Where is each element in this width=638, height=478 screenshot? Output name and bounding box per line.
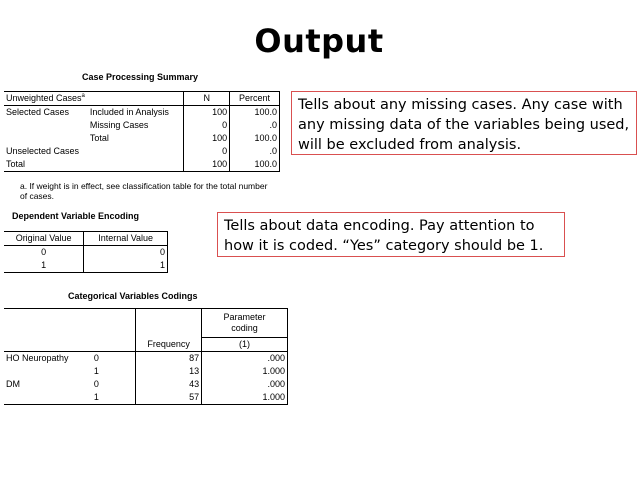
- col-param-sub-header: (1): [202, 338, 288, 352]
- variable-value: 0: [93, 379, 99, 389]
- table-footnote: a. If weight is in effect, see classification table for the total number of cases.: [20, 181, 268, 201]
- parameter-coding: 1.000: [202, 391, 288, 405]
- parameter-coding: .000: [202, 352, 288, 366]
- encoding-callout: Tells about data encoding. Pay attention to how it is coded. “Yes” category should be 1.: [217, 212, 565, 257]
- unweighted-cases-header: Unweighted Cases: [6, 93, 82, 103]
- internal-value: 0: [84, 246, 168, 260]
- table-header-row: [4, 309, 288, 338]
- row-percent: .0: [230, 145, 280, 158]
- row-n: 100: [184, 106, 230, 120]
- col-n-header: N: [184, 92, 230, 106]
- row-group: Selected Cases: [6, 107, 70, 117]
- variable-name: DM: [6, 379, 20, 389]
- row-n: 100: [184, 132, 230, 145]
- parameter-coding: .000: [202, 378, 288, 391]
- table-row: [4, 119, 280, 132]
- dep-encoding-caption: Dependent Variable Encoding: [12, 211, 140, 221]
- row-label: Missing Cases: [89, 120, 149, 130]
- row-group: Total: [4, 158, 184, 172]
- variable-name: [4, 365, 92, 378]
- col-param-header: Parameter coding: [202, 309, 288, 338]
- table-row: [4, 365, 288, 378]
- case-summary-caption: Case Processing Summary: [82, 72, 199, 82]
- table-row: [4, 259, 168, 273]
- missing-cases-callout: Tells about any missing cases. Any case with any missing data of the variables being used, will be excluded from analysis.: [291, 91, 637, 155]
- cat-codings-table: [4, 308, 288, 405]
- row-label: Total: [89, 133, 109, 143]
- original-value: 1: [4, 259, 84, 273]
- table-row: [4, 106, 280, 120]
- table-header-row: [4, 92, 280, 106]
- variable-value: 0: [93, 353, 99, 363]
- frequency: 43: [136, 378, 202, 391]
- original-value: 0: [41, 247, 47, 257]
- variable-name: HO Neuropathy: [6, 353, 69, 363]
- frequency: 57: [136, 391, 202, 405]
- footnote-marker: a: [81, 93, 85, 99]
- table-row: [4, 391, 288, 405]
- row-percent: 100.0: [230, 132, 280, 145]
- col-percent-header: Percent: [230, 92, 280, 106]
- row-percent: .0: [230, 119, 280, 132]
- frequency: 13: [136, 365, 202, 378]
- variable-value: 1: [93, 366, 99, 376]
- col-internal-header: Internal Value: [84, 232, 168, 246]
- case-summary-table: [4, 91, 280, 172]
- row-n: 0: [184, 145, 230, 158]
- page-title: Output: [254, 22, 384, 60]
- row-group: Unselected Cases: [6, 146, 80, 156]
- variable-name: [4, 391, 92, 405]
- col-original-header: Original Value: [4, 232, 84, 246]
- row-n: 100: [184, 158, 230, 172]
- variable-value: 1: [92, 391, 136, 405]
- row-group: [4, 119, 88, 132]
- table-row: [4, 378, 288, 391]
- table-row: [4, 352, 288, 366]
- table-row: [4, 158, 280, 172]
- table-header-row: [4, 232, 168, 246]
- row-group: [4, 132, 88, 145]
- row-n: 0: [184, 119, 230, 132]
- internal-value: 1: [84, 259, 168, 273]
- parameter-coding: 1.000: [202, 365, 288, 378]
- row-label: Included in Analysis: [89, 107, 169, 117]
- dep-encoding-table: [4, 231, 168, 273]
- row-percent: 100.0: [230, 106, 280, 120]
- col-frequency-header: Frequency: [136, 309, 202, 352]
- table-row: [4, 246, 168, 260]
- table-row: [4, 132, 280, 145]
- row-percent: 100.0: [230, 158, 280, 172]
- table-row: [4, 145, 280, 158]
- cat-codings-caption: Categorical Variables Codings: [68, 291, 198, 301]
- frequency: 87: [136, 352, 202, 366]
